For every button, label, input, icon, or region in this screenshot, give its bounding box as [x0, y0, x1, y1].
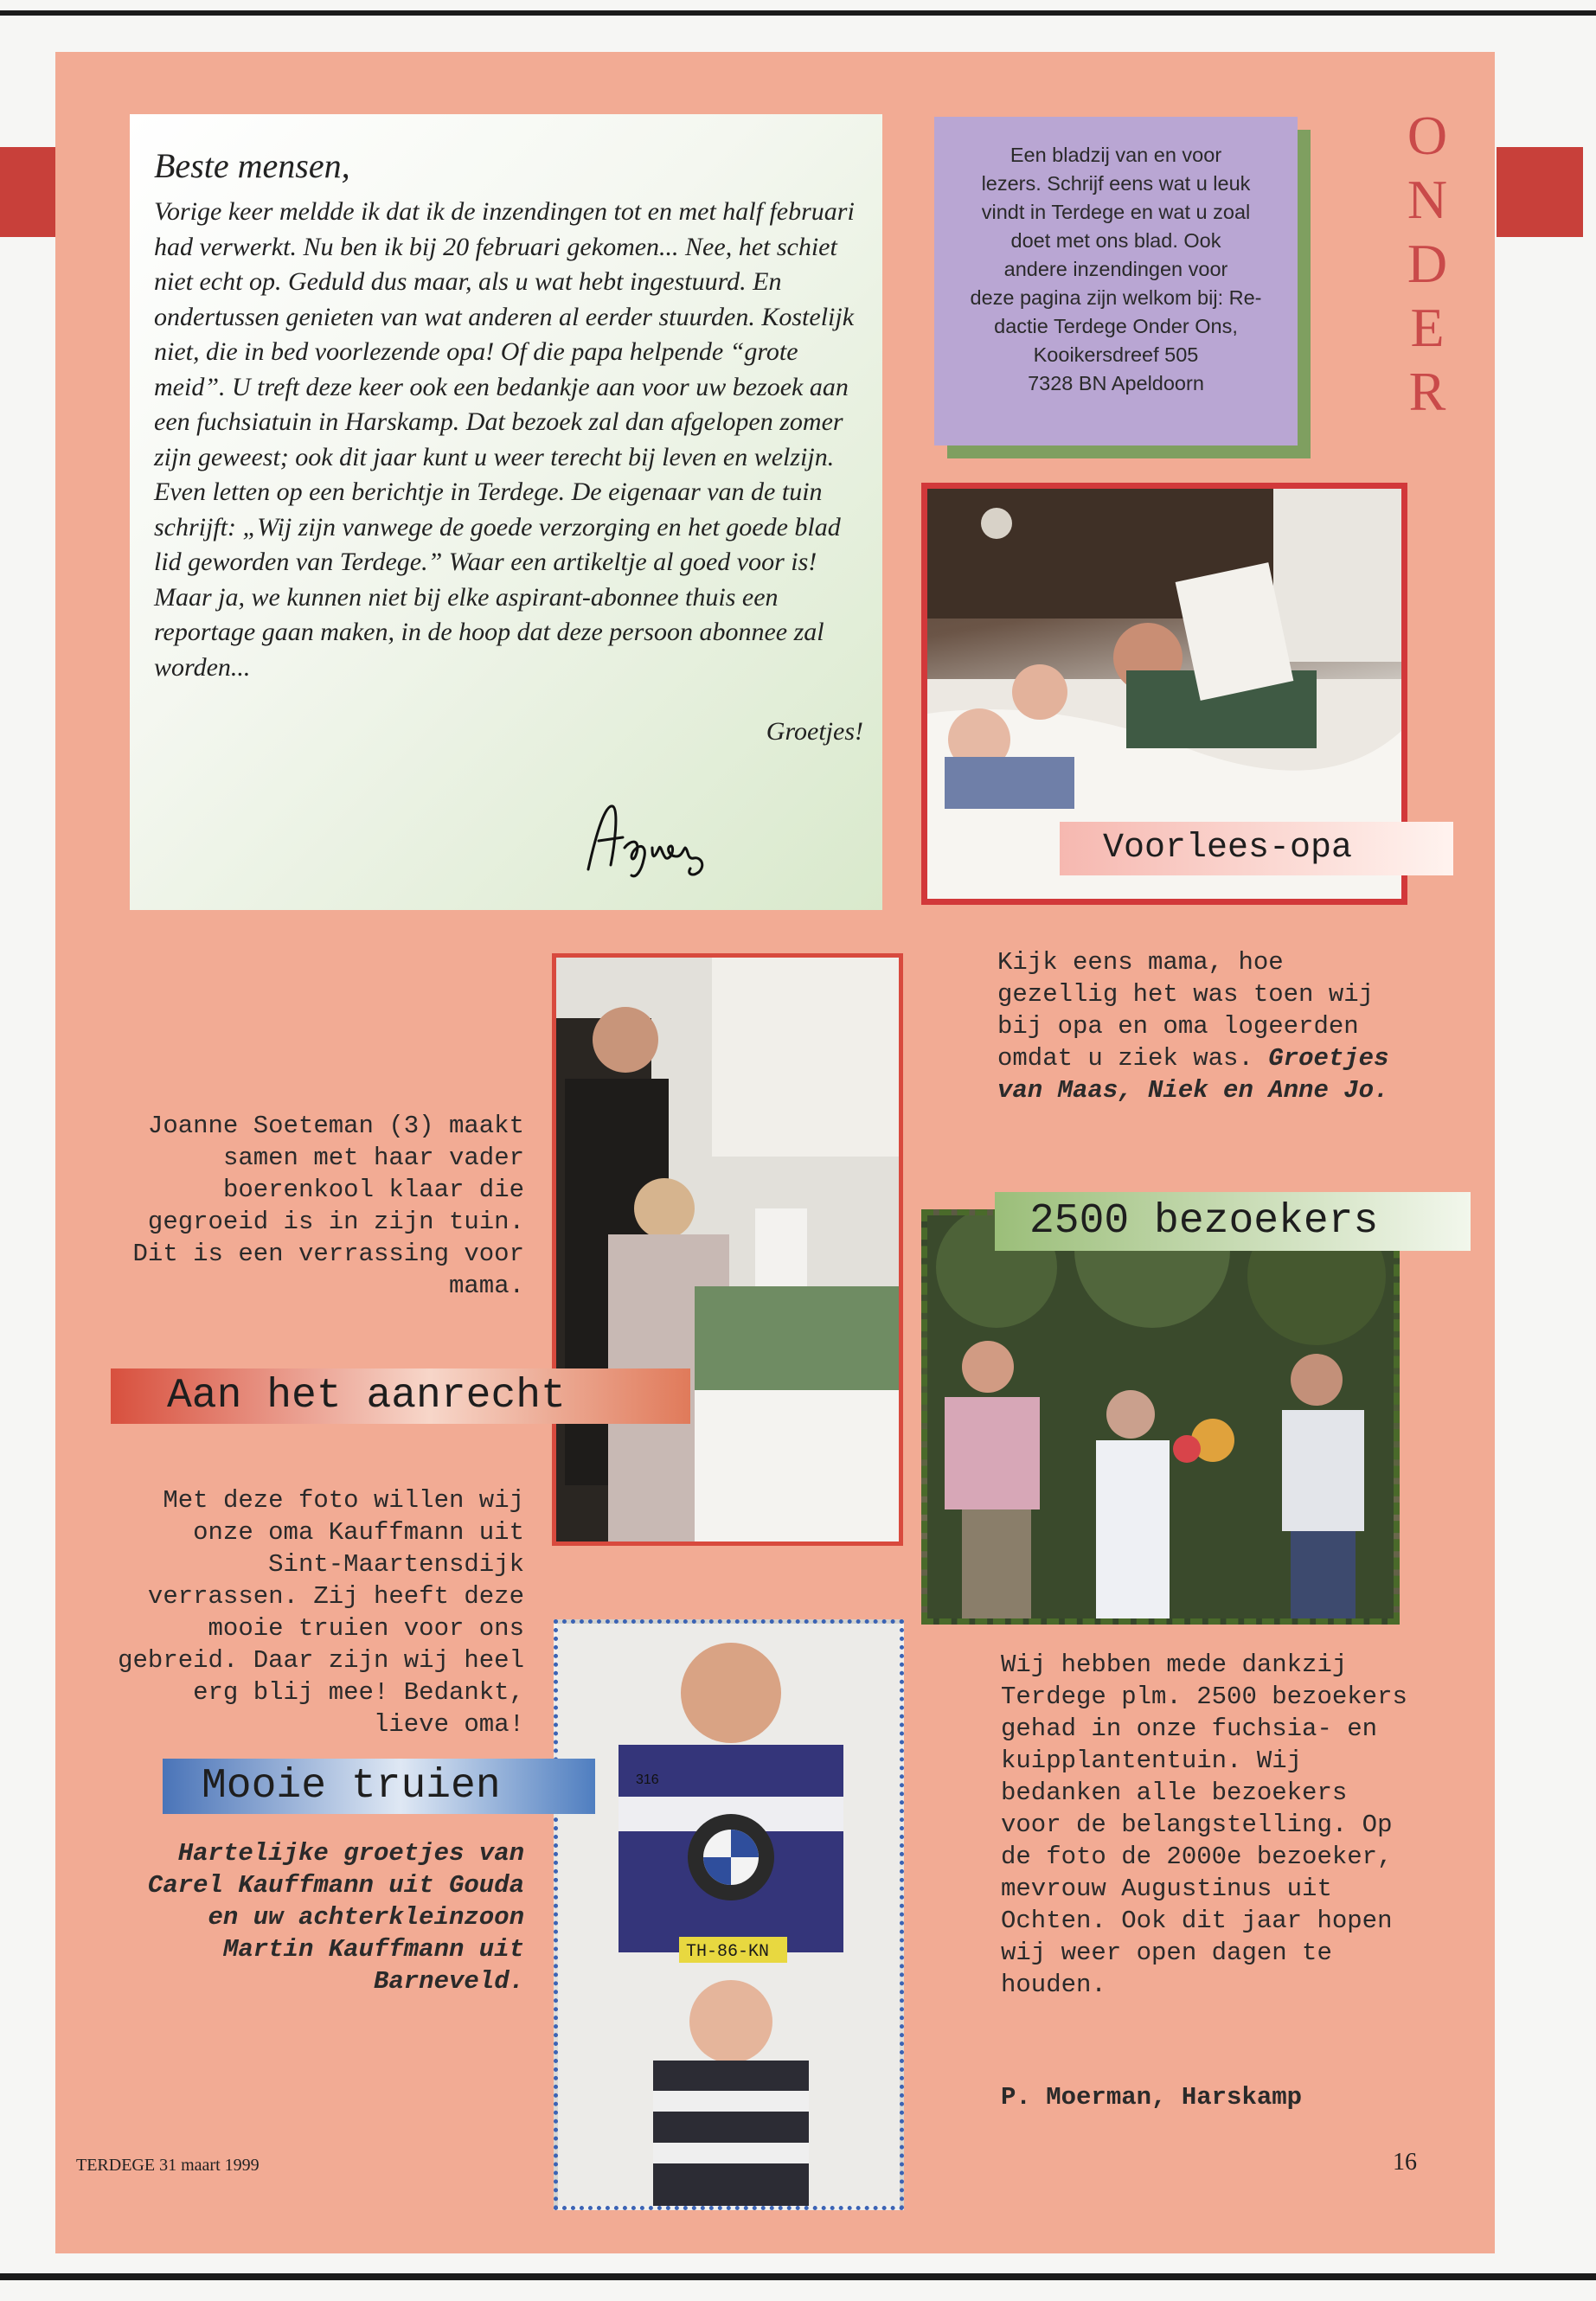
- info-line: 7328 BN Apeldoorn: [1028, 372, 1204, 394]
- caption-kijk-signoff: Groetjes van Maas, Niek en Anne Jo.: [997, 1044, 1389, 1105]
- letter-closing: Groetjes!: [766, 717, 863, 746]
- info-line: deze pagina zijn welkom bij: Re-: [970, 286, 1262, 309]
- section-title-letter: E: [1410, 297, 1445, 358]
- footer-page-number: 16: [1393, 2149, 1417, 2176]
- section-title-letter: D: [1407, 233, 1448, 294]
- caption-kijk-eens-mama: [997, 946, 1413, 1106]
- top-rule: [0, 10, 1596, 16]
- bottom-rule: [0, 2273, 1596, 2280]
- caption-joanne: Joanne Soeteman (3) maakt samen met haar vader boerenkool klaar die gegroeid is in zijn tuin. Dit is een verrassing voor mama.: [132, 1112, 524, 1300]
- info-line: Kooikersdreef 505: [1033, 343, 1199, 366]
- info-line: Een bladzij van en voor: [1010, 144, 1222, 166]
- license-plate-text: TH-86-KN: [686, 1942, 770, 1962]
- info-line: andere inzendingen voor: [1003, 258, 1228, 280]
- banner-2500-bezoekers: 2500 bezoekers: [995, 1192, 1471, 1251]
- letter-heading: Beste mensen,: [154, 146, 350, 185]
- banner-aan-het-aanrecht: Aan het aanrecht: [111, 1368, 690, 1424]
- photo-mooie-truien: [554, 1619, 904, 2210]
- info-line: vindt in Terdege en wat u zoal: [981, 201, 1251, 223]
- photo-2000th-visitor: [921, 1209, 1400, 1625]
- footer-publication: TERDEGE 31 maart 1999: [76, 2156, 260, 2175]
- photo-visitors-illustration: [927, 1215, 1394, 1618]
- signature-agnes: [580, 796, 718, 882]
- caption-fuchsia-signoff: P. Moerman, Harskamp: [1001, 2083, 1303, 2112]
- submission-info-box: [934, 117, 1298, 445]
- caption-carel-kauffmann: Hartelijke groetjes van Carel Kauffmann uit Gouda en uw achterkleinzoon Martin Kauffmann uit Barneveld.: [147, 1839, 524, 1996]
- section-title-vertical: [1401, 104, 1453, 424]
- photo-kitchen-illustration: [556, 958, 899, 1541]
- info-line: lezers. Schrijf eens wat u leuk: [981, 172, 1251, 195]
- caption-kauffmann: Met deze foto willen wij onze oma Kauffmann uit Sint-Maartensdijk verrassen. Zij heeft deze mooie truien voor ons gebreid. Daar zijn wij heel erg blij mee! Bedankt, lieve oma!: [118, 1486, 524, 1739]
- caption-fuchsia-garden: Wij hebben mede dankzij Terdege plm. 2500 bezoekers gehad in onze fuchsia- en kuipplantentuin. Wij bedanken alle bezoekers voor de belangstelling. Op de foto de 2000e bezoeker, mevrouw Augustinus uit Ochten. Ook dit jaar hopen wij weer open dagen te houden.: [1001, 1650, 1407, 1999]
- caption-kijk-text: Kijk eens mama, hoe gezellig het was toen wij bij opa en oma logeerden omdat u ziek was.: [997, 948, 1375, 1073]
- banner-voorlees-opa: Voorlees-opa: [1060, 822, 1453, 875]
- info-line: dactie Terdege Onder Ons,: [994, 315, 1238, 337]
- section-title-letter: N: [1407, 169, 1448, 230]
- banner-mooie-truien: Mooie truien: [163, 1759, 595, 1814]
- right-edge-tab: [1497, 147, 1583, 237]
- photo-kitchen-kale: [552, 953, 903, 1546]
- section-title-letter: R: [1408, 361, 1446, 422]
- photo-sweaters-illustration: [558, 1624, 900, 2206]
- letter-body: Vorige keer meldde ik dat ik de inzendingen tot en met half februari had verwerkt. Nu ben ik bij 20 februari gekomen... Nee, het schiet niet echt op. Geduld dus maar, als u wat hebt ingestuurd. En ondertussen genieten van wat anderen al eerder stuurden. Kostelijk niet, die in bed voorlezende opa! Of die papa helpende “grote meid”. U treft deze keer ook een bedankje aan voor uw bezoek aan een fuchsiatuin in Harskamp. Dat bezoek zal dan afgelopen zomer zijn geweest; ook dit jaar kunt u weer terecht bij leven en welzijn. Even letten op een berichtje in Terdege. De eigenaar van de tuin schrijft: „Wij zijn vanwege de goede verzorging en het goede blad lid geworden van Terdege.” Waar een artikeltje al goed voor is! Maar ja, we kunnen niet bij elke aspirant-abonnee thuis een reportage gaan maken, in de hoop dat deze persoon abonnee zal worden...: [154, 197, 855, 682]
- sweater-number: 316: [636, 1772, 659, 1787]
- info-line: doet met ons blad. Ook: [1010, 229, 1221, 252]
- left-edge-tab: [0, 147, 57, 237]
- editor-letter: [130, 114, 882, 910]
- section-title-letter: O: [1407, 105, 1448, 166]
